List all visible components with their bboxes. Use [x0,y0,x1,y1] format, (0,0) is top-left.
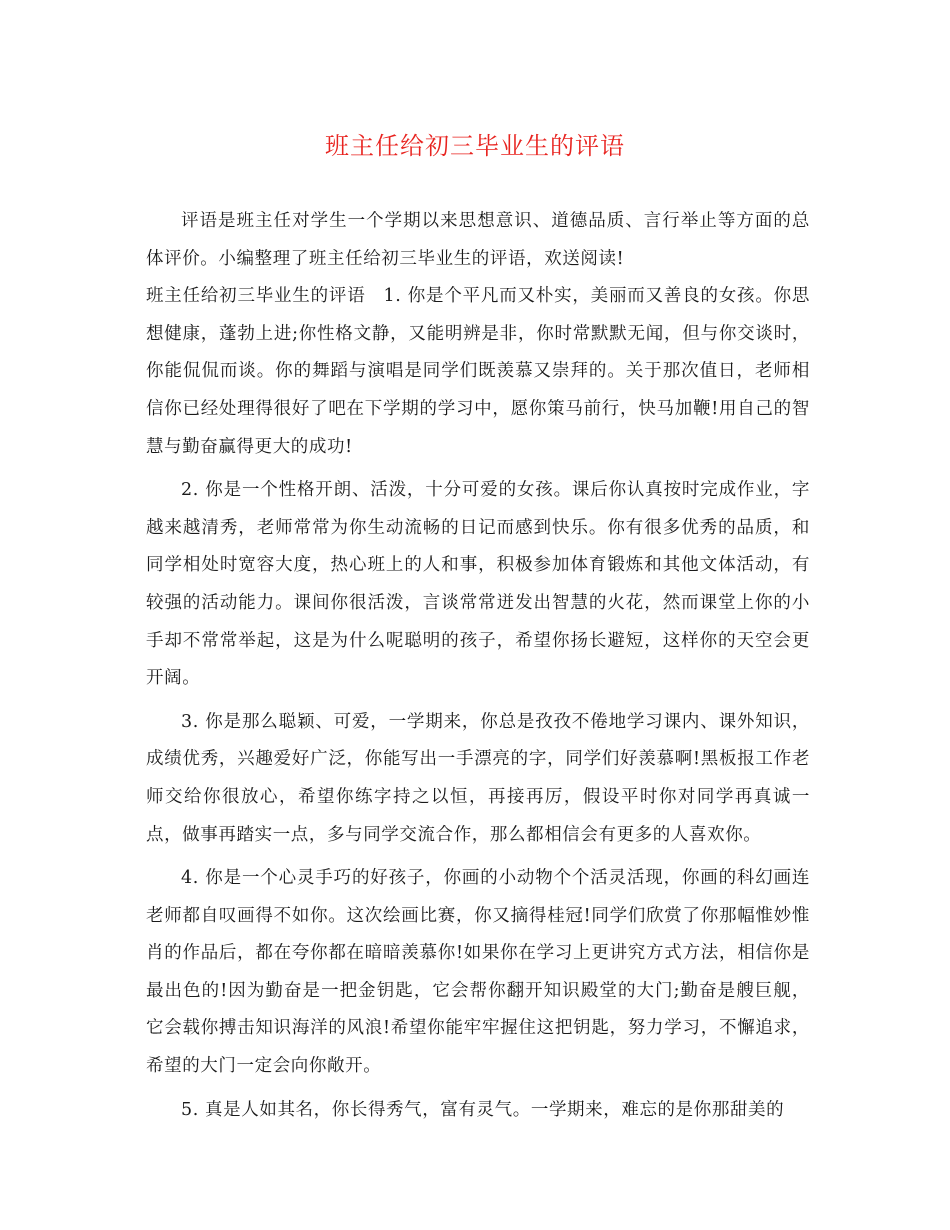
section-heading: 班主任给初三毕业生的评语 [146,286,366,307]
comment-paragraph-5: 5. 真是人如其名，你长得秀气，富有灵气。一学期来，难忘的是你那甜美的 [181,1099,785,1120]
intro-paragraph: 评语是班主任对学生一个学期以来思想意识、道德品质、言行举止等方面的总体评价。小编整理了班主任给初三毕业生的评语，欢送阅读! [146,211,810,269]
comment-paragraph-4: 4. 你是一个心灵手巧的好孩子，你画的小动物个个活灵活现，你画的科幻画连老师都自叹画得不如你。这次绘画比赛，你又摘得桂冠!同学们欣赏了你那幅惟妙惟肖的作品后，都在夸你都在暗暗羡慕你!如果你在学习上更讲究方式方法，相信你是最出色的!因为勤奋是一把金钥匙，它会帮你翻开知识殿堂的大门;勤奋是艘巨舰，它会载你搏击知识海洋的风浪!希望你能牢牢握住这把钥匙，努力学习，不懈追求，希望的大门一定会向你敞开。 [146,868,810,1077]
document-body [146,203,810,1129]
comment-paragraph-3: 3. 你是那么聪颖、可爱，一学期来，你总是孜孜不倦地学习课内、课外知识，成绩优秀，兴趣爱好广泛，你能写出一手漂亮的字，同学们好羡慕啊!黑板报工作老师交给你很放心，希望你练字持之以恒，再接再厉，假设平时你对同学再真诚一点，做事再踏实一点，多与同学交流合作，那么都相信会有更多的人喜欢你。 [146,711,810,845]
comment-paragraph-2: 2. 你是一个性格开朗、活泼，十分可爱的女孩。课后你认真按时完成作业，字越来越清秀，老师常常为你生动流畅的日记而感到快乐。你有很多优秀的品质，和同学相处时宽容大度，热心班上的人和事，积极参加体育锻炼和其他文体活动，有较强的活动能力。课间你很活泼，言谈常常迸发出智慧的火花，然而课堂上你的小手却不常常举起，这是为什么呢聪明的孩子，希望你扬长避短，这样你的天空会更开阔。 [146,480,810,689]
comment-1-text: 1. 你是个平凡而又朴实，美丽而又善良的女孩。你思想健康，蓬勃上进;你性格文静，又能明辨是非，你时常默默无闻，但与你交谈时，你能侃侃而谈。你的舞蹈与演唱是同学们既羡慕又崇拜的。关于那次值日，老师相信你已经处理得很好了吧在下学期的学习中，愿你策马前行，快马加鞭!用自己的智慧与勤奋赢得更大的成功! [146,286,810,457]
document-title: 班主任给初三毕业生的评语 [325,132,625,160]
comment-paragraph-1 [146,278,810,466]
